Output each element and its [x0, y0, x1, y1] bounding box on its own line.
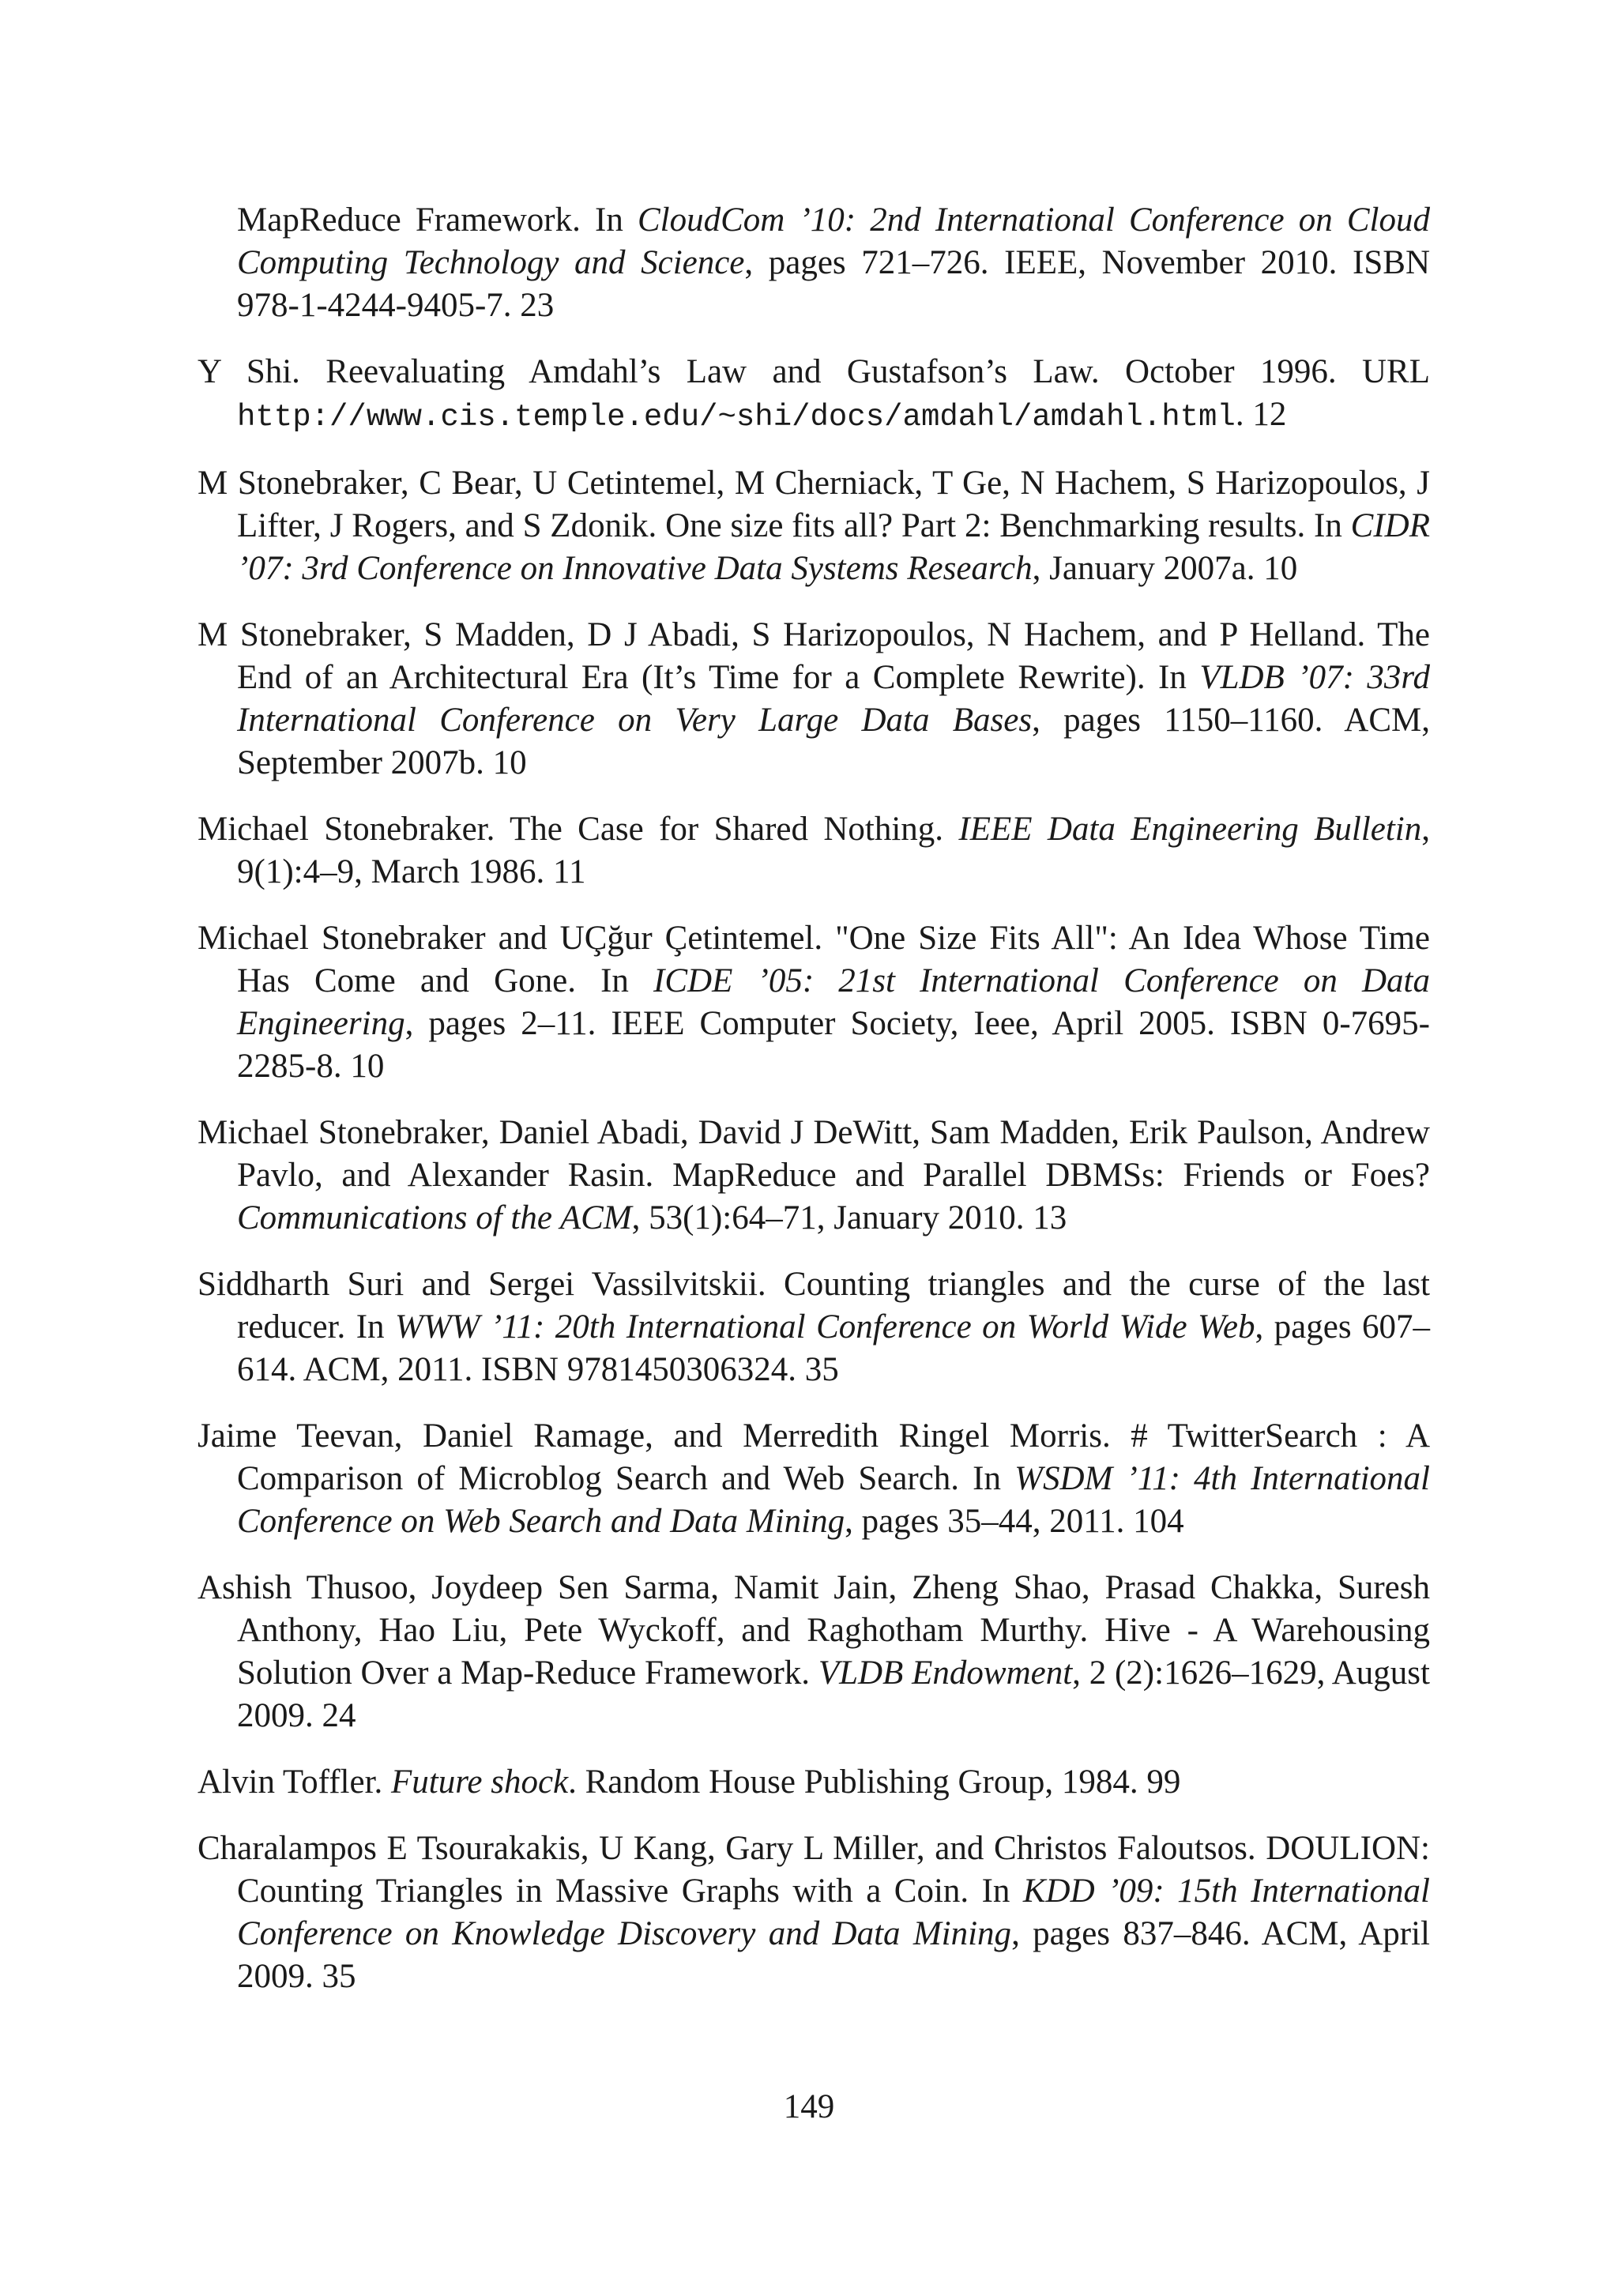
- reference-venue: WSDM ’11: 4th International Conference on Web Search and Data Mining: [237, 1460, 1430, 1540]
- reference-text: Charalampos E Tsourakakis, U Kang, Gary L Miller, and Christos Faloutsos. DOULION: Counting Triangles in Massive Graphs with a Coin. In: [198, 1830, 1430, 1910]
- reference-text: , pages 35–44, 2011. 104: [845, 1503, 1184, 1540]
- reference-text: Alvin Toffler.: [198, 1763, 392, 1801]
- reference-text: MapReduce Framework. In: [237, 201, 638, 239]
- page-number: 149: [783, 2088, 835, 2125]
- reference-text: , pages 837–846. ACM, April 2009. 35: [237, 1915, 1430, 1995]
- reference-text: M Stonebraker, C Bear, U Cetintemel, M Cherniack, T Ge, N Hachem, S Harizopoulos, J Lifter, J Rogers, and S Zdonik. One size fits all? Part 2: Benchmarking results. In: [198, 465, 1430, 544]
- reference-text: , January 2007a. 10: [1032, 550, 1298, 587]
- reference-entry: [198, 1567, 1430, 1737]
- reference-entry: [198, 1415, 1430, 1543]
- reference-text: , 53(1):64–71, January 2010. 13: [631, 1199, 1067, 1236]
- reference-text: , pages 1150–1160. ACM, September 2007b. 10: [237, 702, 1430, 781]
- reference-text: . 12: [1235, 396, 1287, 433]
- reference-text: , pages 2–11. IEEE Computer Society, Ieee, April 2005. ISBN 0-7695-2285-8. 10: [237, 1005, 1430, 1085]
- reference-text: , pages 607–614. ACM, 2011. ISBN 9781450306324. 35: [237, 1308, 1431, 1388]
- reference-text: , 9(1):4–9, March 1986. 11: [237, 811, 1430, 890]
- reference-entry: [198, 1263, 1430, 1391]
- reference-text: M Stonebraker, S Madden, D J Abadi, S Harizopoulos, N Hachem, and P Helland. The End of an Architectural Era (It’s Time for a Complete Rewrite). In: [198, 616, 1430, 696]
- reference-text: Y Shi. Reevaluating Amdahl’s Law and Gustafson’s Law. October 1996. URL: [198, 353, 1430, 390]
- reference-entry: [198, 808, 1430, 894]
- reference-venue: VLDB Endowment: [818, 1654, 1073, 1692]
- reference-text: Michael Stonebraker, Daniel Abadi, David J DeWitt, Sam Madden, Erik Paulson, Andrew Pavlo, and Alexander Rasin. MapReduce and Parallel DBMSs: Friends or Foes?: [198, 1114, 1430, 1194]
- reference-venue: Future shock: [391, 1763, 569, 1801]
- reference-venue: IEEE Data Engineering Bulletin: [958, 811, 1422, 848]
- reference-venue: CIDR ’07: 3rd Conference on Innovative Data Systems Research: [237, 507, 1430, 587]
- reference-text: , pages 721–726. IEEE, November 2010. ISBN 978-1-4244-9405-7. 23: [237, 244, 1431, 324]
- reference-entry: [198, 1112, 1430, 1240]
- reference-entry: [198, 462, 1430, 590]
- reference-url[interactable]: http://www.cis.temple.edu/~shi/docs/amdahl/amdahl.html: [237, 400, 1236, 435]
- reference-text: Michael Stonebraker and UÇğur Çetintemel. "One Size Fits All": An Idea Whose Time Has Come and Gone. In: [198, 920, 1430, 999]
- bibliography-list: [198, 199, 1430, 2022]
- reference-entry: [198, 1827, 1430, 1998]
- reference-venue: ICDE ’05: 21st International Conference on Data Engineering: [237, 962, 1431, 1042]
- reference-text: , 2 (2):1626–1629, August 2009. 24: [237, 1654, 1430, 1734]
- reference-venue: WWW ’11: 20th International Conference on World Wide Web: [395, 1308, 1255, 1346]
- reference-entry: [198, 199, 1430, 327]
- reference-text: Ashish Thusoo, Joydeep Sen Sarma, Namit Jain, Zheng Shao, Prasad Chakka, Suresh Anthony, Hao Liu, Pete Wyckoff, and Raghotham Murthy. Hive - A Warehousing Solution Over a Map-Reduce Framework.: [198, 1569, 1430, 1692]
- reference-entry: [198, 917, 1430, 1088]
- reference-text: Jaime Teevan, Daniel Ramage, and Merredith Ringel Morris. # TwitterSearch : A Comparison of Microblog Search and Web Search. In: [198, 1417, 1430, 1497]
- reference-entry: [198, 614, 1430, 785]
- reference-venue: KDD ’09: 15th International Conference on Knowledge Discovery and Data Mining: [237, 1873, 1430, 1952]
- reference-entry: [198, 1761, 1430, 1804]
- reference-venue: CloudCom ’10: 2nd International Conference on Cloud Computing Technology and Science: [237, 201, 1430, 281]
- reference-text: Michael Stonebraker. The Case for Shared Nothing.: [198, 811, 959, 848]
- reference-entry: [198, 351, 1430, 438]
- reference-venue: VLDB ’07: 33rd International Conference on Very Large Data Bases: [237, 659, 1431, 739]
- reference-text: Siddharth Suri and Sergei Vassilvitskii. Counting triangles and the curse of the last reducer. In: [198, 1266, 1430, 1346]
- reference-venue: Communications of the ACM: [237, 1199, 632, 1236]
- reference-text: . Random House Publishing Group, 1984. 99: [568, 1763, 1181, 1801]
